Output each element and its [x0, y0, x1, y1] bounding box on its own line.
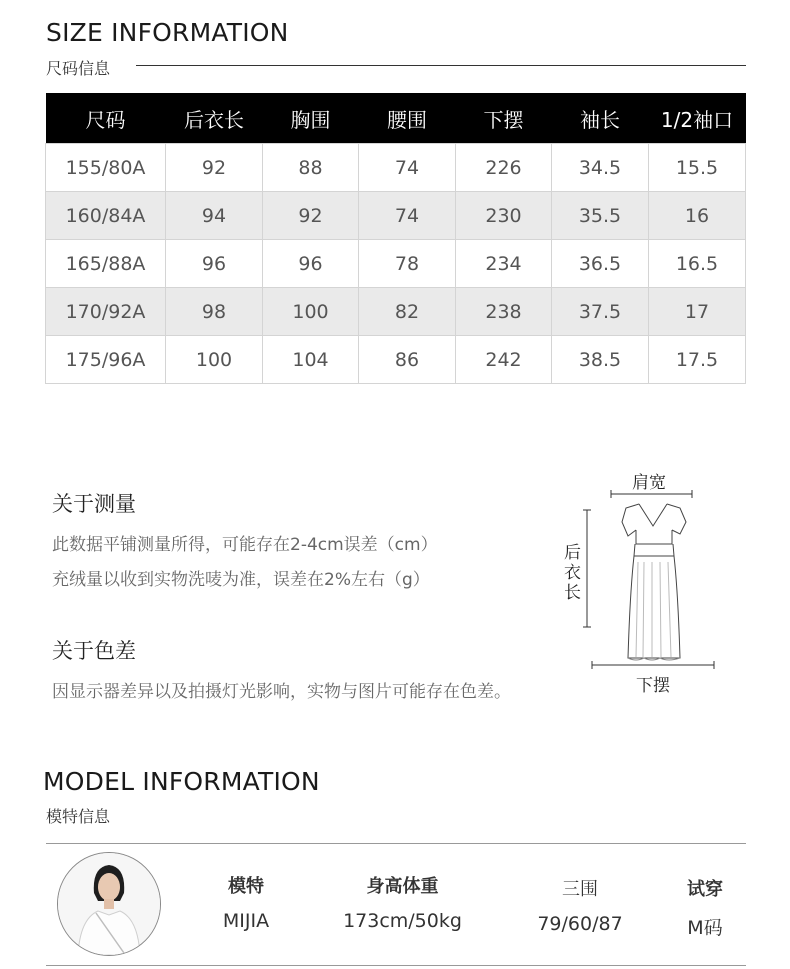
table-cell: 16.5: [649, 240, 746, 288]
table-cell: 82: [359, 288, 456, 336]
table-row: [46, 240, 746, 288]
table-cell: 160/84A: [46, 192, 166, 240]
table-cell: 92: [166, 144, 263, 192]
table-cell: 74: [359, 144, 456, 192]
header-cell: 胸围: [263, 93, 359, 144]
dress-outline-icon: [556, 462, 726, 697]
header-cell: 后衣长: [166, 93, 263, 144]
table-cell: 238: [456, 288, 552, 336]
measurements-label: 三围: [562, 879, 598, 900]
model-name-label: 模特: [228, 876, 264, 897]
size-table: [45, 93, 746, 384]
header-cell: 腰围: [359, 93, 456, 144]
table-cell: 74: [359, 192, 456, 240]
table-cell: 17: [649, 288, 746, 336]
table-cell: 17.5: [649, 336, 746, 384]
table-cell: 96: [263, 240, 359, 288]
hem-label: 下摆: [636, 676, 670, 696]
measurements-value: 79/60/87: [537, 913, 623, 935]
table-cell: 94: [166, 192, 263, 240]
table-cell: 98: [166, 288, 263, 336]
table-cell: 37.5: [552, 288, 649, 336]
shoulder-width-label: 肩宽: [632, 473, 666, 493]
table-cell: 155/80A: [46, 144, 166, 192]
table-cell: 92: [263, 192, 359, 240]
back-length-label-1: 后: [564, 543, 581, 563]
model-portrait-icon: [58, 853, 160, 955]
table-cell: 100: [166, 336, 263, 384]
table-cell: 36.5: [552, 240, 649, 288]
table-cell: 104: [263, 336, 359, 384]
table-cell: 34.5: [552, 144, 649, 192]
height-weight-label: 身高体重: [366, 876, 439, 897]
table-cell: 78: [359, 240, 456, 288]
table-row: [46, 192, 746, 240]
header-cell: 1/2袖口: [649, 93, 746, 144]
back-length-label-2: 衣: [564, 563, 581, 583]
size-section-divider: [136, 65, 746, 66]
try-on-label: 试穿: [687, 879, 723, 900]
model-section-title: MODEL INFORMATION: [43, 767, 320, 796]
size-section-title: SIZE INFORMATION: [46, 18, 289, 47]
table-cell: 230: [456, 192, 552, 240]
height-weight-value: 173cm/50kg: [343, 910, 462, 932]
measurement-note-2: 充绒量以收到实物洗唛为准，误差在2%左右（g）: [52, 570, 430, 590]
model-section-subtitle: 模特信息: [46, 807, 111, 826]
size-table-header: [46, 93, 746, 144]
avatar: [57, 852, 161, 956]
table-cell: 242: [456, 336, 552, 384]
dress-diagram: [556, 462, 726, 697]
measurement-heading: 关于测量: [52, 492, 136, 516]
table-cell: 100: [263, 288, 359, 336]
measurement-note-1: 此数据平铺测量所得，可能存在2-4cm误差（cm）: [52, 535, 438, 555]
table-cell: 175/96A: [46, 336, 166, 384]
table-cell: 170/92A: [46, 288, 166, 336]
table-cell: 15.5: [649, 144, 746, 192]
try-on-value: M码: [687, 917, 723, 939]
color-diff-note: 因显示器差异以及拍摄灯光影响，实物与图片可能存在色差。: [52, 682, 511, 702]
model-name-group: [206, 872, 286, 932]
model-name-value: MIJIA: [222, 910, 270, 932]
table-cell: 96: [166, 240, 263, 288]
table-cell: 38.5: [552, 336, 649, 384]
table-cell: 165/88A: [46, 240, 166, 288]
table-cell: 226: [456, 144, 552, 192]
back-length-label-3: 长: [564, 583, 581, 603]
table-row: [46, 336, 746, 384]
size-section-subtitle: 尺码信息: [46, 59, 111, 78]
model-bottom-divider: [46, 965, 746, 966]
table-cell: 35.5: [552, 192, 649, 240]
height-weight-group: [330, 872, 475, 932]
header-cell: 袖长: [552, 93, 649, 144]
table-row: [46, 144, 746, 192]
table-cell: 16: [649, 192, 746, 240]
table-cell: 88: [263, 144, 359, 192]
header-cell: 尺码: [46, 93, 166, 144]
table-cell: 86: [359, 336, 456, 384]
measurements-group: [520, 875, 640, 935]
header-cell: 下摆: [456, 93, 552, 144]
table-cell: 234: [456, 240, 552, 288]
color-diff-heading: 关于色差: [52, 639, 136, 663]
table-row: [46, 288, 746, 336]
model-top-divider: [46, 843, 746, 844]
try-on-group: [670, 875, 740, 940]
